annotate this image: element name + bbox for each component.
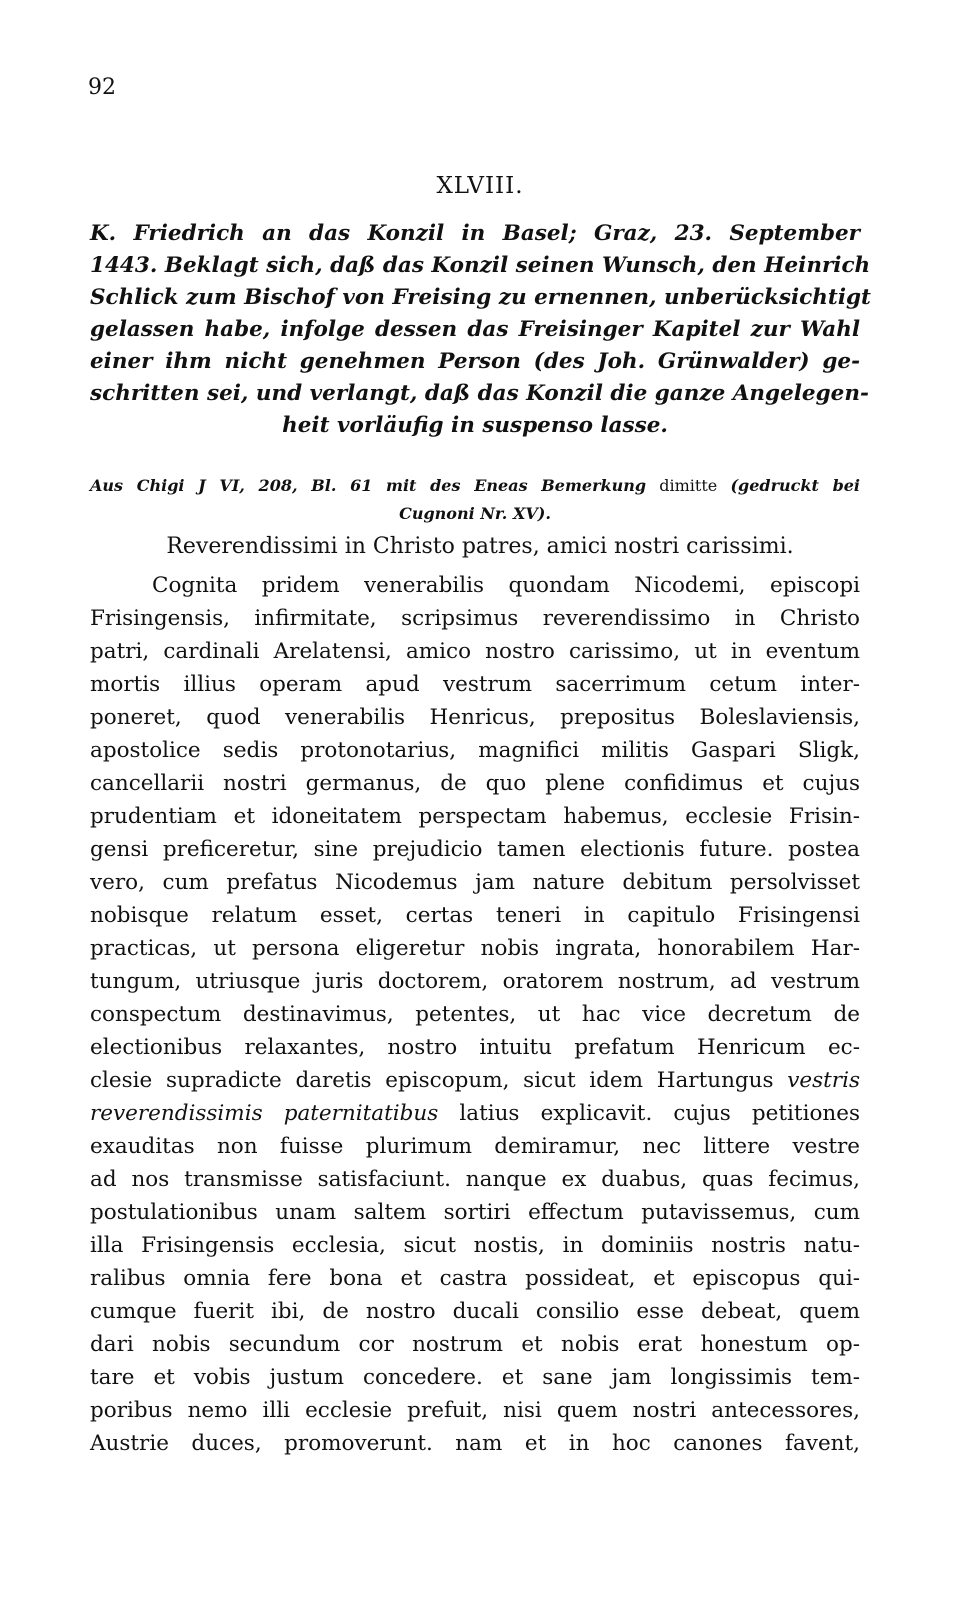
body-line: Frisingensis, infirmitate, scripsimus reverendissimo in Christo [90, 606, 860, 631]
body-line: dari nobis secundum cor nostrum et nobis erat honestum op- [90, 1332, 860, 1357]
regest-line: heit vorläufig in suspenso lasse. [282, 413, 668, 438]
body-line: tare et vobis justum concedere. et sane jam longissimis tem- [90, 1365, 860, 1390]
body-line-text: latius explicavit. cujus petitiones [459, 1101, 860, 1126]
body-line: cumque fuerit ibi, de nostro ducali consilio esse debeat, quem [90, 1299, 860, 1324]
body-line: conspectum destinavimus, petentes, ut hac vice decretum de [90, 1002, 860, 1027]
body-line-italic: reverendissimis paternitatibus [90, 1101, 439, 1126]
body-line: poneret, quod venerabilis Henricus, prepositus Boleslaviensis, [90, 705, 860, 730]
body-line: patri, cardinali Arelatensi, amico nostro carissimo, ut in eventum [90, 639, 860, 664]
regest-line: 1443. Beklagt sich, daß das Konzil seinen Wunsch, den Heinrich [90, 253, 871, 278]
source-note-remark: dimitte [659, 476, 718, 495]
body-line [90, 1064, 860, 1097]
source-note-reference: Aus Chigi J VI, 208, Bl. 61 mit des Eneas Bemerkung [90, 476, 647, 495]
page-number: 92 [88, 75, 116, 100]
source-note-line [90, 472, 860, 500]
source-note-line: Cugnoni Nr. XV). [399, 504, 551, 523]
regest-line: einer ihm nicht genehmen Person (des Joh. Grünwalder) ge- [90, 349, 860, 374]
body-line: Cognita pridem venerabilis quondam Nicodemi, episcopi [152, 573, 860, 598]
source-note [90, 472, 860, 528]
body-line: ad nos transmisse satisfaciunt. nanque ex duabus, quas fecimus, [90, 1167, 860, 1192]
salutation: Reverendissimi in Christo patres, amici nostri carissimi. [166, 534, 794, 559]
body-line: cancellarii nostri germanus, de quo plene confidimus et cujus [90, 771, 860, 796]
body-line: Austrie duces, promoverunt. nam et in hoc canones favent, [90, 1431, 860, 1456]
regest-line: schritten sei, und verlangt, daß das Konzil die ganze Angelegen- [90, 381, 869, 406]
body-line: vero, cum prefatus Nicodemus jam nature debitum persolvisset [90, 870, 860, 895]
regest-line: K. Friedrich an das Konzil in Basel; Graz, 23. September [90, 221, 860, 246]
body-line: exauditas non fuisse plurimum demiramur, nec littere vestre [90, 1134, 860, 1159]
body-line: ralibus omnia fere bona et castra possideat, et episcopus qui- [90, 1266, 860, 1291]
body-line: illa Frisingensis ecclesia, sicut nostis, in dominiis nostris natu- [90, 1233, 860, 1258]
source-note-printed: (gedruckt bei [730, 476, 861, 495]
body-line: postulationibus unam saltem sortiri effectum putavissemus, cum [90, 1200, 860, 1225]
letter-body [90, 569, 860, 1460]
body-line-text: clesie supradicte daretis episcopum, sicut idem Hartungus [90, 1068, 774, 1093]
body-line: electionibus relaxantes, nostro intuitu prefatum Henricum ec- [90, 1035, 860, 1060]
body-line: nobisque relatum esset, certas teneri in capitulo Frisingensi [90, 903, 860, 928]
document-number: XLVIII. [436, 173, 524, 199]
body-line: practicas, ut persona eligeretur nobis ingrata, honorabilem Har- [90, 936, 860, 961]
body-line [90, 1097, 860, 1130]
body-line: apostolice sedis protonotarius, magnifici militis Gaspari Sligk, [90, 738, 860, 763]
body-line-italic: vestris [787, 1068, 860, 1093]
regest-line: gelassen habe, infolge dessen das Freisinger Kapitel zur Wahl [90, 317, 860, 342]
regest-line: Schlick zum Bischof von Freising zu ernennen, unberücksichtigt [90, 285, 871, 310]
body-line: gensi preficeretur, sine prejudicio tamen electionis future. postea [90, 837, 860, 862]
body-line: poribus nemo illi ecclesie prefuit, nisi quem nostri antecessores, [90, 1398, 860, 1423]
body-line: mortis illius operam apud vestrum sacerrimum cetum inter- [90, 672, 860, 697]
body-line: prudentiam et idoneitatem perspectam habemus, ecclesie Frisin- [90, 804, 860, 829]
regest-summary [90, 218, 871, 442]
body-line: tungum, utriusque juris doctorem, oratorem nostrum, ad vestrum [90, 969, 860, 994]
